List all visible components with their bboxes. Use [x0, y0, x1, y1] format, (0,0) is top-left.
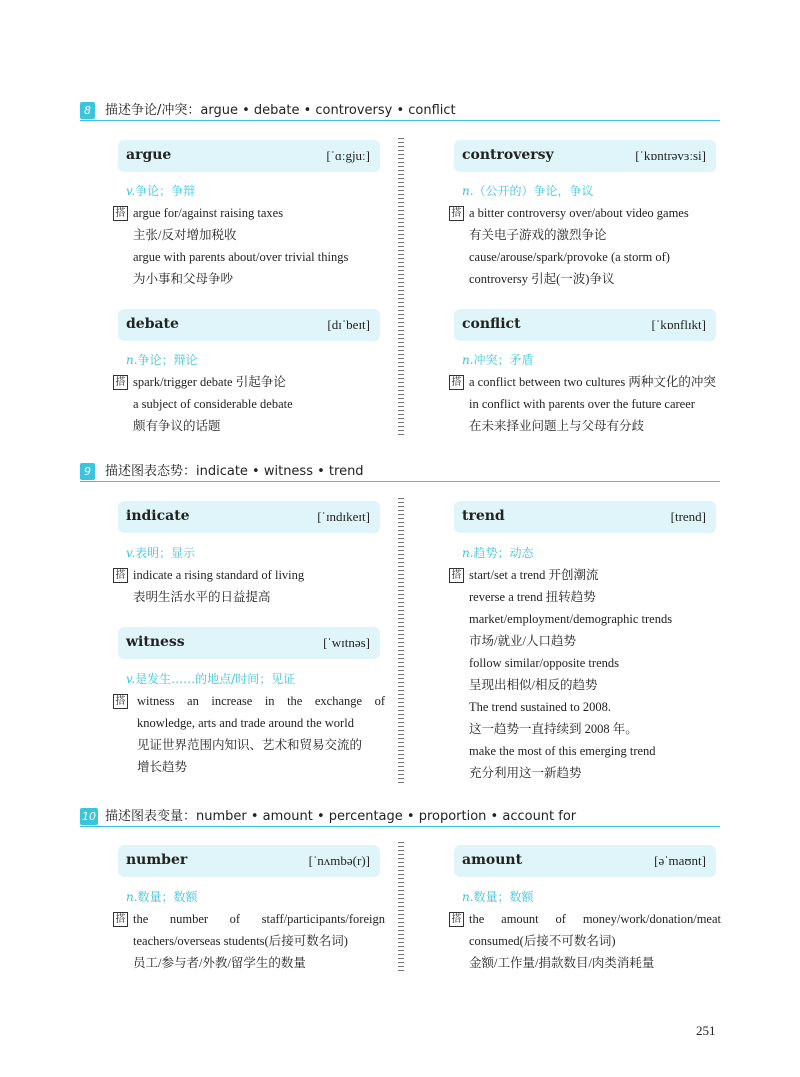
headword: indicate: [126, 508, 190, 524]
collocation-marker-icon: 搭: [449, 568, 464, 583]
example-line: 主张/反对增加税收: [133, 228, 237, 242]
example-line: follow similar/opposite trends: [469, 656, 619, 670]
headword: conflict: [462, 316, 521, 332]
example-line: 表明生活水平的日益提高: [133, 590, 271, 604]
example-line: cause/arouse/spark/provoke (a storm of): [469, 250, 670, 264]
section-header-10: [80, 808, 720, 827]
phonetic: [əˈmaʊnt]: [654, 853, 706, 868]
example-line: 呈现出相似/相反的趋势: [469, 678, 598, 692]
headword: argue: [126, 147, 172, 163]
phonetic: [ˈnʌmbə(r)]: [308, 853, 370, 868]
example-line: witness an increase in the exchange of: [137, 694, 385, 708]
column-divider: [398, 842, 404, 974]
collocation-marker-icon: 搭: [113, 912, 128, 927]
entry-argue-headword-box: [118, 140, 380, 172]
headword: number: [126, 852, 188, 868]
section-number: 9: [80, 463, 95, 480]
example-line: the number of staff/participants/foreign: [133, 912, 385, 926]
phonetic: [dɪˈbeɪt]: [327, 317, 370, 332]
example-line: 市场/就业/人口趋势: [469, 634, 576, 648]
phonetic: [trend]: [670, 509, 706, 524]
phonetic: [ˈɪndɪkeɪt]: [317, 509, 370, 524]
example-line: indicate a rising standard of living: [133, 568, 305, 582]
phonetic: [ˈɑːgjuː]: [326, 148, 370, 163]
part-of-speech: n.数量；数额: [462, 890, 534, 904]
example-line: controversy 引起(一波)争议: [469, 272, 615, 286]
example-line: The trend sustained to 2008.: [469, 700, 611, 714]
example-line: knowledge, arts and trade around the world: [137, 716, 354, 730]
part-of-speech: v.争论；争辩: [126, 184, 196, 198]
example-line: start/set a trend 开创潮流: [469, 568, 599, 582]
section-header-8: [80, 102, 720, 121]
part-of-speech: n.（公开的）争论，争议: [462, 184, 594, 198]
entry-amount-headword-box: [454, 845, 716, 877]
entry-trend-headword-box: [454, 501, 716, 533]
collocation-marker-icon: 搭: [113, 206, 128, 221]
example-line: 有关电子游戏的激烈争论: [469, 228, 607, 242]
entry-conflict-headword-box: [454, 309, 716, 341]
example-line: teachers/overseas students(后接可数名词): [133, 934, 348, 948]
part-of-speech: n.数量；数额: [126, 890, 198, 904]
headword: debate: [126, 316, 179, 332]
headword: witness: [126, 634, 185, 650]
example-line: in conflict with parents over the future career: [469, 397, 695, 411]
example-line: 增长趋势: [137, 760, 188, 774]
part-of-speech: n.争论；辩论: [126, 353, 198, 367]
section-title: 描述图表变量：number • amount • percentage • proportion • account for: [105, 809, 577, 824]
phonetic: [ˈkɒntrəvɜːsi]: [635, 148, 706, 163]
part-of-speech: n.趋势；动态: [462, 546, 534, 560]
collocation-marker-icon: 搭: [449, 912, 464, 927]
section-title: 描述图表态势：indicate • witness • trend: [105, 464, 364, 479]
column-divider: [398, 138, 404, 438]
collocation-marker-icon: 搭: [113, 694, 128, 709]
headword: amount: [462, 852, 523, 868]
example-line: 这一趋势一直持续到 2008 年。: [469, 722, 638, 736]
entry-witness-headword-box: [118, 627, 380, 659]
column-divider: [398, 498, 404, 783]
example-line: spark/trigger debate 引起争论: [133, 375, 286, 389]
phonetic: [ˈwɪtnəs]: [323, 635, 370, 650]
example-line: 颇有争议的话题: [133, 419, 221, 433]
section-header-9: [80, 463, 720, 482]
example-line: 金额/工作量/捐款数目/肉类消耗量: [469, 956, 655, 970]
collocation-marker-icon: 搭: [449, 206, 464, 221]
example-line: make the most of this emerging trend: [469, 744, 656, 758]
example-line: market/employment/demographic trends: [469, 612, 673, 626]
section-number: 8: [80, 102, 95, 119]
example-line: 见证世界范围内知识、艺术和贸易交流的: [137, 738, 363, 752]
headword: controversy: [462, 147, 554, 163]
example-line: 为小事和父母争吵: [133, 272, 234, 286]
example-line: argue with parents about/over trivial things: [133, 250, 349, 264]
example-line: a bitter controversy over/about video games: [469, 206, 689, 220]
example-line: 员工/参与者/外教/留学生的数量: [133, 956, 306, 970]
example-line: argue for/against raising taxes: [133, 206, 284, 220]
entry-number-headword-box: [118, 845, 380, 877]
part-of-speech: v.是发生……的地点/时间；见证: [126, 672, 296, 686]
collocation-marker-icon: 搭: [449, 375, 464, 390]
headword: trend: [462, 508, 505, 524]
section-number: 10: [82, 810, 96, 823]
example-line: consumed(后接不可数名词): [469, 934, 616, 948]
phonetic: [ˈkɒnflɪkt]: [651, 317, 706, 332]
entry-debate-headword-box: [118, 309, 380, 341]
example-line: the amount of money/work/donation/meat: [469, 912, 721, 926]
section-title: 描述争论/冲突：argue • debate • controversy • conflict: [105, 103, 456, 118]
collocation-marker-icon: 搭: [113, 568, 128, 583]
entry-indicate-headword-box: [118, 501, 380, 533]
example-line: a subject of considerable debate: [133, 397, 293, 411]
example-line: 在未来择业问题上与父母有分歧: [469, 419, 645, 433]
example-line: reverse a trend 扭转趋势: [469, 590, 596, 604]
page-number: 251: [696, 1023, 716, 1038]
part-of-speech: n.冲突；矛盾: [462, 353, 534, 367]
entry-controversy-headword-box: [454, 140, 716, 172]
example-line: a conflict between two cultures 两种文化的冲突: [469, 375, 716, 389]
part-of-speech: v.表明；显示: [126, 546, 196, 560]
collocation-marker-icon: 搭: [113, 375, 128, 390]
example-line: 充分利用这一新趋势: [469, 766, 582, 780]
